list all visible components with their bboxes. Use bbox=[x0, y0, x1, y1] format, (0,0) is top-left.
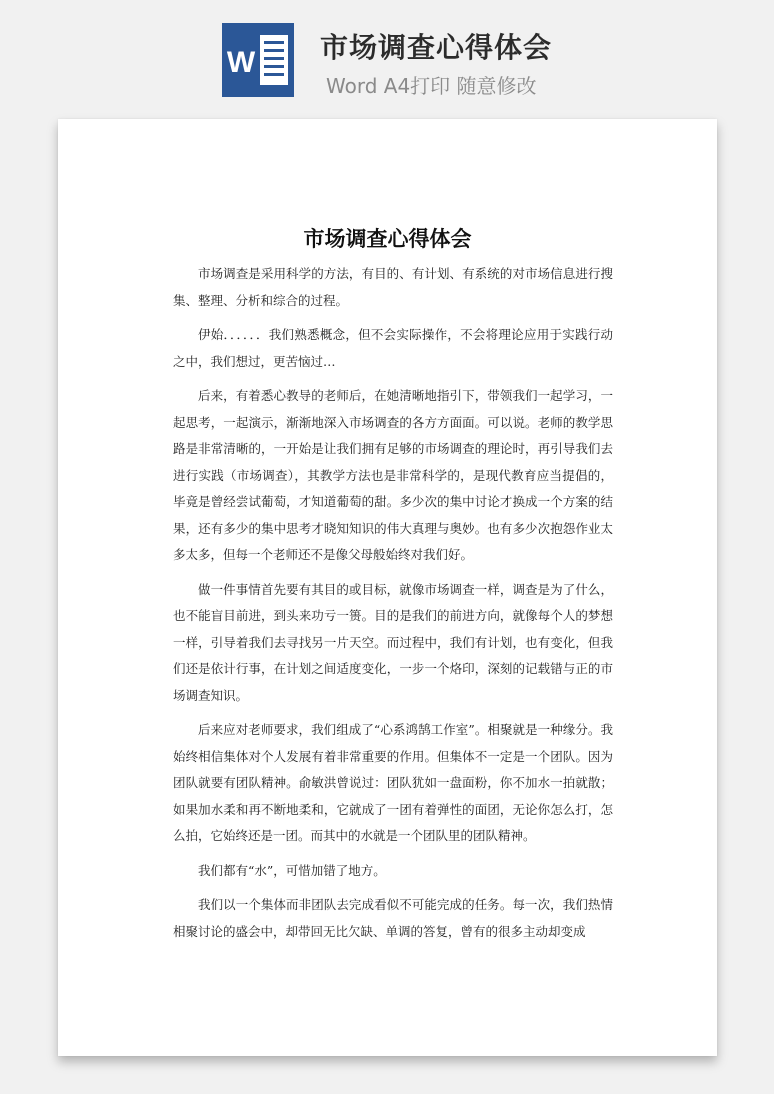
document-page bbox=[58, 119, 717, 1056]
paragraph: 后来，有着悉心教导的老师后，在她清晰地指引下，带领我们一起学习，一起思考，一起演示，渐渐地深入市场调查的各方方面面。可以说。老师的教学思路是非常清晰的，一开始是让我们拥有足够的市场调查的理论时，再引导我们去进行实践（市场调查），其教学方法也是非常科学的，是现代教育应当提倡的，毕竟是曾经尝试葡萄，才知道葡萄的甜。多少次的集中讨论才换成一个方案的结果，还有多少的集中思考才晓知知识的伟大真理与奥妙。也有多少次抱怨作业太多太多，但每一个老师还不是像父母般始终对我们好。 bbox=[173, 388, 613, 562]
header-subtitle: Word A4打印 随意修改 bbox=[326, 74, 537, 98]
paragraph: 后来应对老师要求，我们组成了“心系鸿鹄工作室”。相聚就是一种缘分。我始终相信集体对个人发展有着非常重要的作用。但集体不一定是一个团队。因为团队就要有团队精神。俞敏洪曾说过：团队犹如一盘面粉，你不加水一拍就散；如果加水柔和再不断地柔和，它就成了一团有着弹性的面团，无论你怎么打，怎么拍，它始终还是一团。而其中的水就是一个团队里的团队精神。 bbox=[173, 722, 613, 843]
paragraph: 我们以一个集体而非团队去完成看似不可能完成的任务。每一次，我们热情相聚讨论的盛会中，却带回无比欠缺、单调的答复，曾有的很多主动却变成 bbox=[173, 897, 613, 939]
paragraph: 市场调查是采用科学的方法，有目的、有计划、有系统的对市场信息进行搜集、整理、分析和综合的过程。 bbox=[173, 266, 613, 308]
paragraph: 我们都有“水”，可惜加错了地方。 bbox=[198, 862, 386, 878]
logo-letter: W bbox=[226, 46, 256, 79]
document-title: 市场调查心得体会 bbox=[303, 227, 472, 251]
paragraph: 做一件事情首先要有其目的或目标，就像市场调查一样，调查是为了什么，也不能盲目前进，到头来功亏一篑。目的是我们的前进方向，就像每个人的梦想一样，引导着我们去寻找另一片天空。而过程中，我们有计划，也有变化，但我们还是依计行事，在计划之间适度变化，一步一个烙印，深刻的记载错与正的市场调查知识。 bbox=[173, 581, 613, 703]
word-logo-icon bbox=[222, 23, 294, 97]
document-body bbox=[173, 261, 613, 953]
header bbox=[0, 0, 774, 110]
paragraph: 伊始．．．．．．我们熟悉概念，但不会实际操作，不会将理论应用于实践行动之中，我们想过，更苦恼过… bbox=[173, 327, 613, 369]
header-title: 市场调查心得体会 bbox=[320, 31, 553, 64]
